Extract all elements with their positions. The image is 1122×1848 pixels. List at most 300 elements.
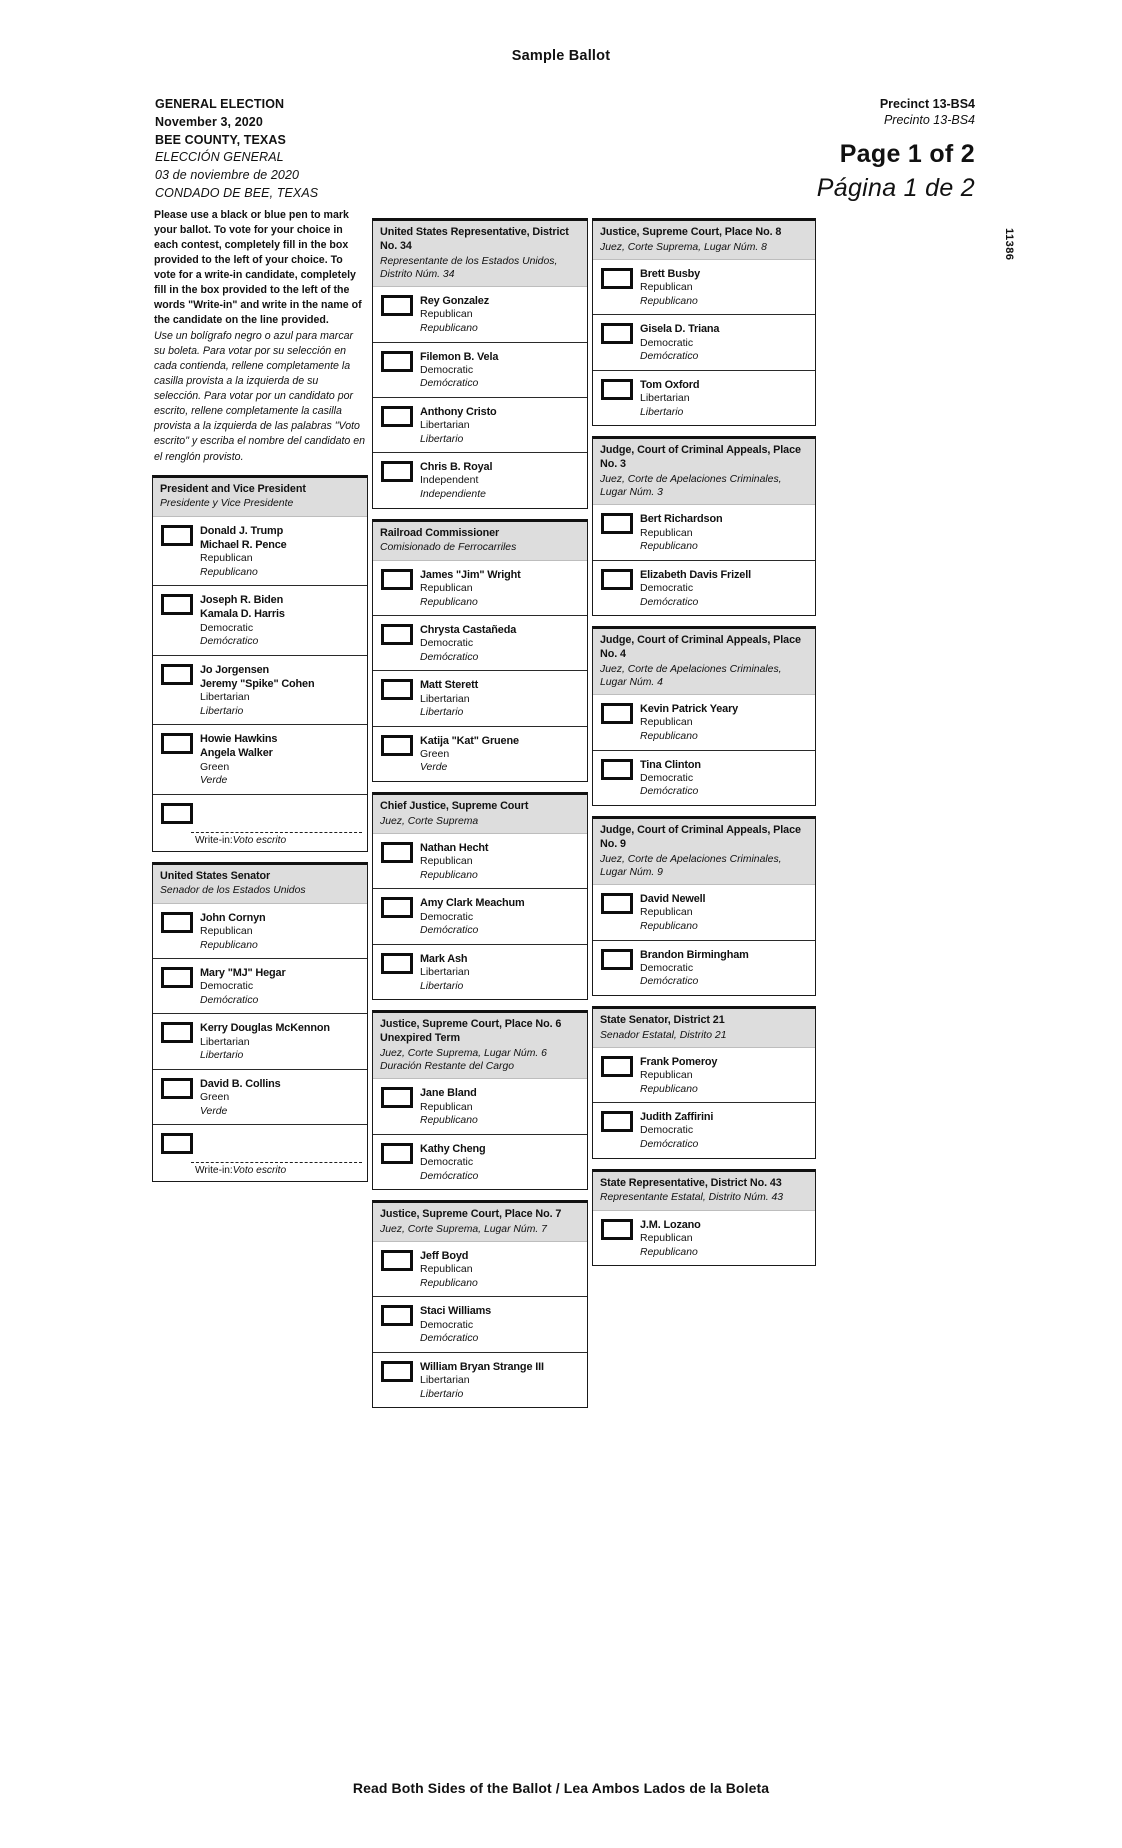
candidate-row[interactable]	[593, 1103, 815, 1157]
candidate-list	[373, 561, 587, 781]
write-in-row[interactable]	[153, 795, 367, 851]
candidate-info	[200, 663, 362, 719]
party-name-en: Republican	[640, 1069, 693, 1082]
party-name-en: Democratic	[420, 637, 474, 650]
candidate-row[interactable]	[593, 695, 815, 750]
candidate-row[interactable]	[593, 885, 815, 940]
party-name-en: Democratic	[200, 621, 254, 634]
contest-header	[593, 221, 815, 260]
candidate-name: Kathy Cheng	[420, 1142, 486, 1155]
party-name-es: Republicano	[640, 920, 698, 932]
party-name-en: Republican	[420, 308, 473, 321]
party-name-en: Democratic	[640, 1124, 694, 1137]
candidate-row[interactable]	[593, 315, 815, 370]
party-name-en: Republican	[200, 924, 253, 937]
party-name-en: Democratic	[640, 336, 694, 349]
contest	[372, 1010, 588, 1190]
candidate-name: Howie Hawkins	[200, 733, 278, 746]
candidate-row[interactable]	[373, 1079, 587, 1134]
contest-header	[153, 865, 367, 904]
candidate-row[interactable]	[593, 1048, 815, 1103]
contest-header	[153, 478, 367, 517]
precinct-label-es: Precinto 13-BS4	[883, 113, 975, 128]
candidate-info	[640, 322, 810, 363]
contest-title-en: Justice, Supreme Court, Place No. 8	[600, 226, 782, 238]
party-name-en: Republican	[640, 1231, 693, 1244]
vote-box[interactable]	[601, 759, 633, 780]
candidate-name: J.M. Lozano	[640, 1218, 701, 1231]
write-in-row[interactable]	[153, 1125, 367, 1181]
candidate-row[interactable]	[593, 505, 815, 560]
write-in-label-en: Write-in:	[195, 834, 233, 846]
party-name-es: Demócratico	[420, 1170, 479, 1182]
candidate-info	[420, 952, 582, 993]
party-name-es: Republicano	[200, 939, 258, 951]
contest-header	[373, 1013, 587, 1079]
contest-title-en: Chief Justice, Supreme Court	[380, 800, 529, 812]
vote-box[interactable]	[161, 664, 193, 685]
vote-box[interactable]	[161, 733, 193, 754]
party-name-en: Libertarian	[420, 1373, 470, 1386]
write-in-label-es: Voto escrito	[232, 1165, 287, 1177]
candidate-name: Mary "MJ" Hegar	[200, 967, 286, 980]
contest	[372, 1200, 588, 1408]
vote-box[interactable]	[381, 1305, 413, 1326]
vote-box[interactable]	[601, 1111, 633, 1132]
write-in-line[interactable]	[191, 832, 362, 833]
candidate-name: Katija "Kat" Gruene	[420, 734, 519, 747]
party-name-es: Demócratico	[640, 596, 699, 608]
contest-title-en: President and Vice President	[160, 482, 306, 495]
candidate-list	[593, 695, 815, 805]
party-name-en: Libertarian	[420, 692, 470, 705]
vote-box[interactable]	[601, 1056, 633, 1077]
party-name-en: Green	[420, 747, 450, 760]
candidate-row[interactable]	[373, 834, 587, 889]
vote-box[interactable]	[381, 351, 413, 372]
candidate-row[interactable]	[153, 904, 367, 959]
candidate-name: Jeff Boyd	[420, 1250, 469, 1263]
candidate-row[interactable]	[373, 453, 587, 507]
vote-box[interactable]	[381, 842, 413, 863]
candidate-info	[200, 593, 362, 649]
election-info-line: GENERAL ELECTION	[155, 97, 285, 111]
candidate-list	[373, 834, 587, 999]
vote-box[interactable]	[381, 953, 413, 974]
candidate-info	[420, 1086, 582, 1127]
party-name-es: Demócratico	[640, 351, 699, 363]
party-name-en: Republican	[200, 552, 253, 564]
voting-instructions-en: Please use a black or blue pen to mark your ballot. To vote for your choice in each contest, completely fill in the box provided to the left of your choice. To vote for a write-in candidate, completely fill in the box provided to the left of the words "Write-in" and write in the name of the candidate on the line provided.	[154, 209, 362, 327]
candidate-name: Amy Clark Meachum	[420, 897, 525, 910]
candidate-list	[373, 1242, 587, 1407]
candidate-row[interactable]	[373, 889, 587, 944]
vote-box[interactable]	[601, 893, 633, 914]
contest-title-en: Justice, Supreme Court, Place No. 6 Unexpired Term	[380, 1018, 562, 1044]
contest-title-en: United States Senator	[160, 869, 271, 882]
candidate-name: Jane Bland	[420, 1087, 477, 1100]
vote-box[interactable]	[381, 679, 413, 700]
contest	[152, 862, 368, 1182]
party-name-es: Libertario	[640, 406, 684, 418]
contest-title-es: Representante de los Estados Unidos, Distrito Núm. 34	[380, 255, 558, 280]
candidate-name: Brett Busby	[640, 268, 701, 281]
candidate-name: Brandon Birmingham	[640, 948, 749, 961]
vote-box[interactable]	[601, 1219, 633, 1240]
candidate-name: Tom Oxford	[640, 378, 700, 391]
party-name-en: Democratic	[640, 581, 694, 594]
vote-box[interactable]	[381, 461, 413, 482]
candidate-name: James "Jim" Wright	[420, 568, 521, 581]
contest-header	[373, 1203, 587, 1242]
party-name-en: Independent	[420, 474, 479, 487]
contest-title-es: Juez, Corte de Apelaciones Criminales, Lugar Núm. 9	[600, 853, 782, 878]
party-name-en: Republican	[640, 281, 693, 294]
contest-title-es: Representante Estatal, Distrito Núm. 43	[600, 1192, 784, 1204]
candidate-info	[420, 405, 582, 446]
candidate-info	[640, 512, 810, 553]
candidate-row[interactable]	[153, 1070, 367, 1125]
candidate-list	[373, 287, 587, 507]
contest	[592, 1006, 816, 1159]
party-name-en: Republican	[420, 581, 473, 594]
candidate-row[interactable]	[373, 1297, 587, 1352]
candidate-name: Kamala D. Harris	[200, 608, 285, 621]
vote-box[interactable]	[161, 967, 193, 988]
candidate-name: David Newell	[640, 893, 706, 906]
party-name-es: Republicano	[420, 1277, 478, 1289]
party-name-en: Republican	[640, 716, 693, 729]
contest-title-en: State Senator, District 21	[600, 1013, 725, 1026]
party-name-es: Verde	[420, 762, 448, 774]
vote-box[interactable]	[381, 1087, 413, 1108]
vote-box[interactable]	[381, 406, 413, 427]
candidate-name: Jeremy "Spike" Cohen	[200, 677, 315, 690]
party-name-es: Libertario	[200, 705, 244, 717]
candidate-info	[640, 702, 810, 743]
contest-header	[593, 1009, 815, 1048]
vote-box[interactable]	[601, 703, 633, 724]
party-name-es: Republicano	[640, 295, 698, 307]
candidate-row[interactable]	[593, 941, 815, 995]
vote-box[interactable]	[601, 268, 633, 289]
candidate-info	[420, 568, 582, 609]
vote-box[interactable]	[161, 912, 193, 933]
party-name-es: Independiente	[420, 489, 486, 501]
contest-header	[373, 795, 587, 834]
candidate-info	[420, 841, 582, 882]
election-info-line: BEE COUNTY, TEXAS	[155, 132, 286, 147]
contest-list-column-2	[372, 218, 588, 1408]
candidate-row[interactable]	[373, 945, 587, 999]
candidate-info	[420, 678, 582, 719]
candidate-row[interactable]	[153, 1014, 367, 1069]
contest-title-es: Juez, Corte de Apelaciones Criminales, Lugar Núm. 4	[600, 663, 782, 688]
candidate-name: Chris B. Royal	[420, 461, 493, 474]
contest-title-en: State Representative, District No. 43	[600, 1176, 782, 1189]
candidate-name: Tina Clinton	[640, 758, 701, 771]
page-title: Sample Ballot	[511, 48, 611, 64]
candidate-name: Anthony Cristo	[420, 405, 497, 418]
contest	[592, 1169, 816, 1266]
candidate-row[interactable]	[373, 1135, 587, 1189]
party-name-es: Republicano	[640, 1246, 698, 1258]
candidate-info	[640, 1110, 810, 1151]
page-number-en: Page 1 of 2	[839, 139, 975, 168]
party-name-en: Democratic	[420, 1155, 474, 1168]
contest-title-en: Judge, Court of Criminal Appeals, Place No. 3	[600, 444, 801, 470]
contest	[372, 792, 588, 1000]
candidate-name: Kevin Patrick Yeary	[640, 703, 739, 716]
vote-box[interactable]	[381, 735, 413, 756]
candidate-list	[593, 505, 815, 615]
vote-box[interactable]	[161, 525, 193, 546]
party-name-es: Demócratico	[640, 1139, 699, 1151]
contest-title-es: Juez, Corte Suprema, Lugar Núm. 8	[600, 241, 767, 253]
contest-title-es: Senador de los Estados Unidos	[160, 885, 306, 897]
party-name-en: Democratic	[420, 1318, 474, 1331]
candidate-name: Bert Richardson	[640, 513, 723, 526]
candidate-name: Jo Jorgensen	[200, 663, 270, 676]
party-name-en: Republican	[420, 855, 473, 868]
contest-title-en: United States Representative, District No. 34	[380, 226, 569, 252]
party-name-es: Republicano	[640, 541, 698, 553]
election-info-line: ELECCIÓN GENERAL	[155, 150, 284, 165]
contest-title-es: Presidente y Vice Presidente	[160, 498, 294, 510]
party-name-en: Libertarian	[420, 419, 470, 432]
candidate-name: Filemon B. Vela	[420, 350, 499, 363]
party-name-es: Republicano	[420, 869, 478, 881]
candidate-list	[153, 904, 367, 1181]
vote-box[interactable]	[381, 624, 413, 645]
candidate-row[interactable]	[373, 1353, 587, 1407]
candidate-row[interactable]	[593, 260, 815, 315]
candidate-name: Chrysta Castañeda	[420, 624, 517, 637]
voting-instructions	[152, 208, 368, 465]
party-name-es: Demócratico	[200, 636, 259, 648]
party-name-es: Demócratico	[640, 976, 699, 988]
precinct-label-en: Precinct 13-BS4	[879, 97, 975, 111]
candidate-row[interactable]	[373, 343, 587, 398]
candidate-name: Matt Sterett	[420, 679, 479, 692]
party-name-es: Demócratico	[420, 378, 479, 390]
candidate-info	[420, 1304, 582, 1345]
ballot-column-3	[592, 208, 816, 1266]
candidate-name: Staci Williams	[420, 1305, 492, 1318]
party-name-es: Libertario	[420, 1388, 464, 1400]
party-name-en: Green	[200, 1090, 230, 1103]
party-name-en: Democratic	[420, 910, 474, 923]
vote-box[interactable]	[601, 379, 633, 400]
candidate-info	[640, 1055, 810, 1096]
candidate-row[interactable]	[153, 586, 367, 656]
vote-box[interactable]	[381, 1361, 413, 1382]
candidate-info	[200, 966, 362, 1007]
party-name-en: Libertarian	[640, 391, 690, 404]
contest	[592, 218, 816, 426]
candidate-list	[593, 1048, 815, 1158]
candidate-info	[640, 568, 810, 609]
party-name-es: Republicano	[200, 566, 258, 578]
election-info-line: CONDADO DE BEE, TEXAS	[155, 185, 319, 200]
candidate-list	[593, 1211, 815, 1265]
candidate-row[interactable]	[153, 725, 367, 795]
candidate-row[interactable]	[373, 1242, 587, 1297]
contest-title-es: Juez, Corte de Apelaciones Criminales, Lugar Núm. 3	[600, 473, 782, 499]
candidate-list	[593, 885, 815, 995]
contest-title-es: Juez, Corte Suprema, Lugar Núm. 7	[380, 1223, 547, 1235]
candidate-name: Kerry Douglas McKennon	[200, 1022, 330, 1035]
candidate-info	[420, 1249, 582, 1290]
candidate-name: Rey Gonzalez	[420, 295, 490, 308]
contest-header	[373, 221, 587, 287]
candidate-info	[640, 892, 810, 933]
candidate-name: Frank Pomeroy	[640, 1055, 718, 1068]
contest	[152, 475, 368, 852]
ballot-footer: Read Both Sides of the Ballot / Lea Ambos Lados de la Boleta	[352, 1780, 770, 1796]
candidate-info	[420, 460, 582, 501]
election-info-line: November 3, 2020	[155, 114, 263, 129]
candidate-name: Elizabeth Davis Frizell	[640, 568, 751, 581]
party-name-es: Republicano	[420, 1115, 478, 1127]
election-info	[155, 96, 515, 203]
candidate-name: William Bryan Strange III	[420, 1360, 544, 1373]
candidate-info	[420, 623, 582, 664]
candidate-info	[420, 896, 582, 937]
write-in-label-en: Write-in:	[195, 1165, 233, 1177]
vote-box[interactable]	[161, 594, 193, 615]
page-number-es: Página 1 de 2	[816, 174, 975, 202]
party-name-es: Republicano	[420, 323, 478, 335]
candidate-row[interactable]	[593, 561, 815, 615]
contest-header	[593, 439, 815, 505]
candidate-info	[420, 350, 582, 391]
contest-title-es: Senador Estatal, Distrito 21	[600, 1029, 727, 1041]
candidate-name: David B. Collins	[200, 1077, 281, 1090]
vote-box[interactable]	[161, 1078, 193, 1099]
write-in-line[interactable]	[191, 1162, 362, 1163]
contest-header	[593, 1172, 815, 1211]
candidate-info	[200, 1021, 362, 1062]
candidate-list	[373, 1079, 587, 1189]
contest-title-es: Juez, Corte Suprema	[380, 815, 479, 827]
contest	[372, 519, 588, 782]
candidate-row[interactable]	[153, 517, 367, 587]
candidate-row[interactable]	[373, 287, 587, 342]
candidate-info	[640, 378, 810, 419]
vote-box[interactable]	[161, 1022, 193, 1043]
party-name-es: Demócratico	[420, 1333, 479, 1345]
ballot-column-2	[372, 208, 588, 1408]
candidate-info	[420, 294, 582, 335]
vote-box[interactable]	[601, 949, 633, 970]
contest	[372, 218, 588, 509]
candidate-list	[593, 260, 815, 425]
vote-box[interactable]	[381, 897, 413, 918]
candidate-info	[640, 948, 810, 989]
party-name-es: Libertario	[420, 433, 464, 445]
party-name-en: Libertarian	[200, 691, 250, 703]
candidate-name: Donald J. Trump	[200, 524, 284, 537]
contest	[592, 816, 816, 996]
contest-title-en: Railroad Commissioner	[380, 526, 500, 539]
party-name-es: Libertario	[420, 980, 464, 992]
contest-title-es: Juez, Corte Suprema, Lugar Núm. 6 Duración Restante del Cargo	[380, 1047, 547, 1073]
candidate-row[interactable]	[593, 371, 815, 425]
candidate-row[interactable]	[153, 656, 367, 726]
candidate-row[interactable]	[153, 959, 367, 1014]
party-name-en: Democratic	[200, 980, 254, 993]
party-name-es: Republicano	[640, 1083, 698, 1095]
party-name-es: Libertario	[420, 707, 464, 719]
contest-list-column-1	[152, 475, 368, 1183]
contest-list-column-3	[592, 218, 816, 1266]
contest-title-en: Judge, Court of Criminal Appeals, Place No. 4	[600, 634, 801, 660]
candidate-row[interactable]	[593, 1211, 815, 1265]
contest-title-en: Justice, Supreme Court, Place No. 7	[380, 1208, 562, 1221]
candidate-info	[420, 734, 582, 775]
contest	[592, 626, 816, 806]
voting-instructions-es: Use un bolígrafo negro o azul para marcar su boleta. Para votar por su selección en cada contienda, rellene completamente la casilla provista a la izquierda de su selección. Para votar por un candidato por escrito, rellene completamente la casilla provista a la izquierda de las palabras "Voto escrito" y escriba el nombre del candidato en el renglón provisto.	[154, 330, 366, 463]
candidate-row[interactable]	[373, 561, 587, 616]
vote-box[interactable]	[381, 1250, 413, 1271]
vote-box[interactable]	[601, 513, 633, 534]
candidate-name: Gisela D. Triana	[640, 323, 720, 336]
candidate-row[interactable]	[373, 727, 587, 781]
party-name-es: Demócratico	[420, 651, 479, 663]
write-in-label	[195, 1165, 362, 1176]
candidate-row[interactable]	[373, 398, 587, 453]
ballot-header	[155, 96, 975, 206]
party-name-en: Republican	[640, 526, 693, 539]
candidate-info	[640, 267, 810, 308]
vote-box[interactable]	[381, 569, 413, 590]
candidate-row[interactable]	[373, 616, 587, 671]
vote-box[interactable]	[161, 803, 193, 824]
contest-header	[373, 522, 587, 561]
candidate-row[interactable]	[373, 671, 587, 726]
candidate-list	[153, 517, 367, 851]
vote-box[interactable]	[381, 1143, 413, 1164]
precinct-and-page-info	[555, 96, 975, 205]
election-info-line: 03 de noviembre de 2020	[155, 168, 300, 182]
party-name-en: Libertarian	[200, 1035, 250, 1048]
candidate-info	[200, 524, 362, 580]
candidate-info	[640, 758, 810, 799]
contest	[592, 436, 816, 616]
candidate-info	[420, 1360, 582, 1401]
party-name-en: Republican	[420, 1100, 473, 1113]
party-name-en: Green	[200, 760, 230, 773]
vote-box[interactable]	[161, 1133, 193, 1154]
candidate-name: Nathan Hecht	[420, 842, 489, 855]
party-name-en: Republican	[420, 1263, 473, 1276]
vote-box[interactable]	[601, 323, 633, 344]
party-name-es: Verde	[200, 775, 228, 787]
contest-title-es: Comisionado de Ferrocarriles	[380, 542, 517, 554]
party-name-en: Democratic	[640, 771, 694, 784]
vote-box[interactable]	[601, 569, 633, 590]
party-name-es: Republicano	[640, 731, 698, 743]
candidate-info	[640, 1218, 810, 1259]
party-name-es: Republicano	[420, 596, 478, 608]
party-name-en: Democratic	[640, 961, 694, 974]
vote-box[interactable]	[381, 295, 413, 316]
party-name-es: Libertario	[200, 1050, 244, 1062]
candidate-row[interactable]	[593, 751, 815, 805]
candidate-info	[200, 1077, 362, 1118]
candidate-name: Judith Zaffirini	[640, 1111, 714, 1124]
